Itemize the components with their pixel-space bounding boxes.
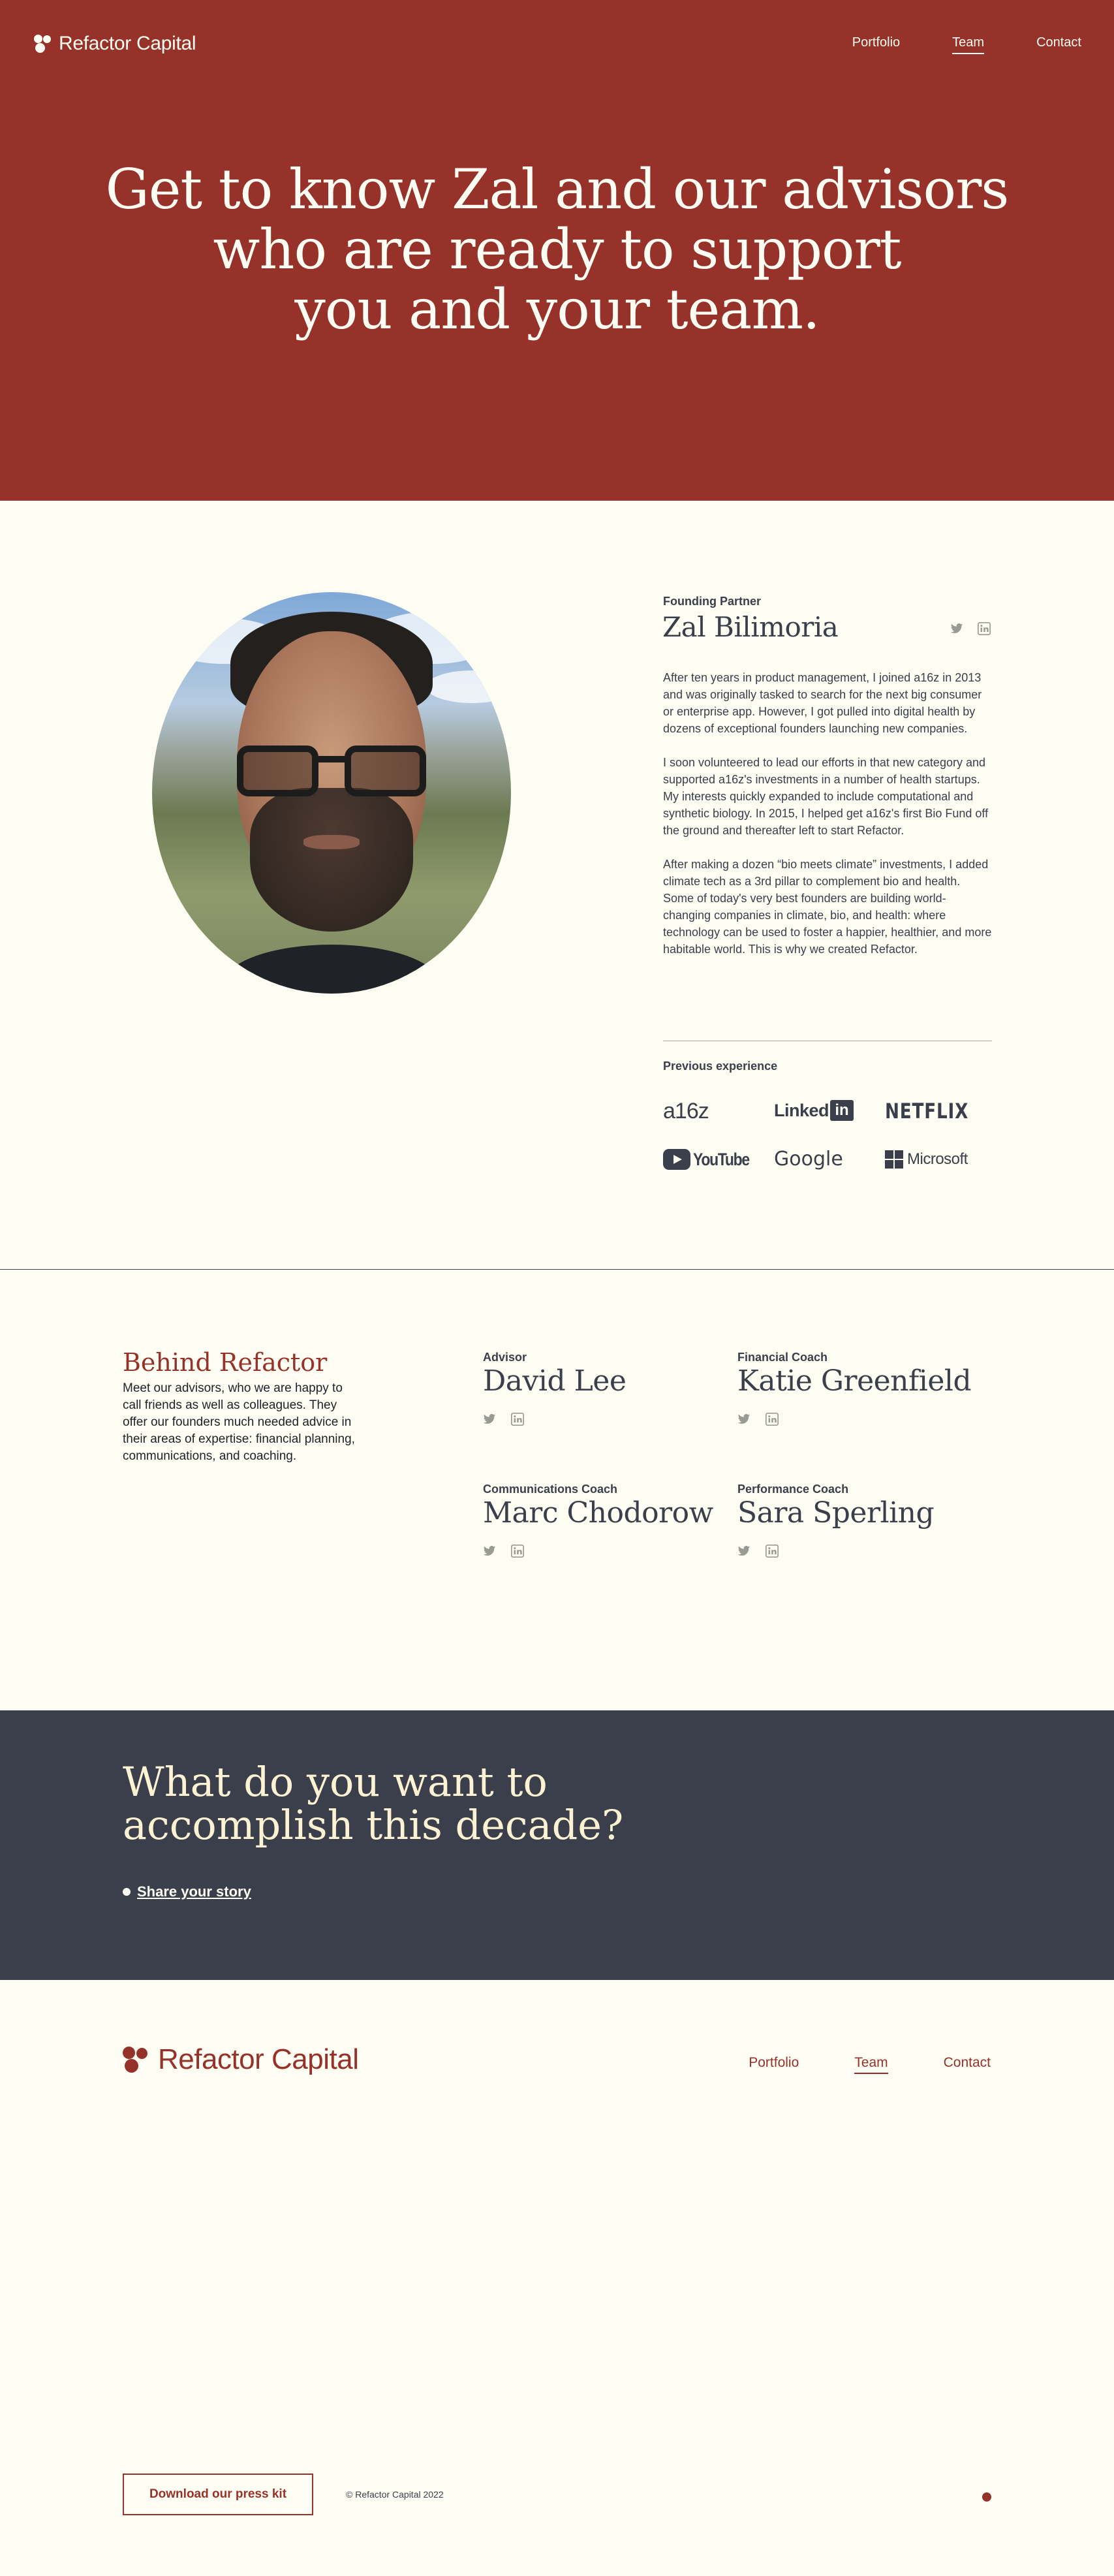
a16z-logo-text: a16z xyxy=(663,1099,709,1123)
youtube-logo-text: YouTube xyxy=(693,1149,749,1169)
advisor-name: Sara Sperling xyxy=(737,1496,935,1530)
nav-contact[interactable]: Contact xyxy=(1036,35,1081,50)
twitter-icon[interactable] xyxy=(737,1413,750,1426)
hero-title xyxy=(0,159,1114,339)
header-brand-name: Refactor Capital xyxy=(59,33,196,54)
share-story-link[interactable] xyxy=(123,1883,251,1900)
twitter-icon[interactable] xyxy=(483,1413,496,1426)
youtube-logo xyxy=(663,1149,759,1170)
twitter-icon[interactable] xyxy=(737,1545,750,1558)
advisor-name: Katie Greenfield xyxy=(737,1364,972,1398)
advisor-name: Marc Chodorow xyxy=(483,1496,713,1530)
hero-title-line: you and your team. xyxy=(294,277,820,341)
advisor-role: Advisor xyxy=(483,1351,527,1364)
copyright-text: © Refactor Capital 2022 xyxy=(346,2489,444,2500)
footer-nav-portfolio[interactable]: Portfolio xyxy=(749,2055,799,2070)
footer-nav xyxy=(749,2055,991,2074)
advisor-name: David Lee xyxy=(483,1364,627,1398)
cta-title-line: What do you want to xyxy=(123,1758,548,1806)
refactor-logo-icon xyxy=(34,35,52,53)
share-story-label: Share your story xyxy=(137,1883,251,1900)
refactor-logo-icon xyxy=(123,2047,149,2073)
linkedin-logo: Linked in xyxy=(774,1100,854,1121)
previous-experience-label: Previous experience xyxy=(663,1060,778,1073)
footer-brand-name: Refactor Capital xyxy=(158,2043,359,2075)
hero-title-line: who are ready to support xyxy=(213,217,901,281)
advisor-role: Performance Coach xyxy=(737,1483,849,1496)
linkedin-icon[interactable] xyxy=(511,1545,524,1558)
advisor-role: Communications Coach xyxy=(483,1483,618,1496)
cta-title xyxy=(123,1758,624,1849)
cta-title-line: accomplish this decade? xyxy=(123,1801,624,1849)
download-press-kit-button[interactable]: Download our press kit xyxy=(123,2474,313,2515)
netflix-logo-text: NETFLIX xyxy=(885,1099,969,1123)
footer-logo[interactable] xyxy=(123,2043,358,2076)
footer-nav-contact[interactable]: Contact xyxy=(943,2055,991,2070)
founder-bio-paragraph: I soon volunteered to lead our efforts in that new category and supported a16z's investments in a number of health startups. My interests quickly expanded to include computational and synthetic biology. In 2015, I helped get a16z's first Bio Fund off the ground and thereafter left to start Refactor. xyxy=(663,756,989,837)
advisor-role: Financial Coach xyxy=(737,1351,828,1364)
linkedin-icon[interactable] xyxy=(978,622,991,635)
bullet-dot-icon xyxy=(123,1888,131,1896)
founder-role: Founding Partner xyxy=(663,595,761,608)
linkedin-icon[interactable] xyxy=(766,1413,779,1426)
twitter-icon[interactable] xyxy=(483,1545,496,1558)
microsoft-logo xyxy=(885,1150,968,1169)
microsoft-logo-text: Microsoft xyxy=(907,1150,968,1168)
nav-portfolio[interactable]: Portfolio xyxy=(852,35,901,50)
hero-section xyxy=(0,0,1114,501)
nav-team[interactable]: Team xyxy=(952,35,984,54)
twitter-icon[interactable] xyxy=(950,622,963,635)
linkedin-icon[interactable] xyxy=(766,1545,779,1558)
header-nav xyxy=(852,35,1081,54)
founder-name: Zal Bilimoria xyxy=(662,611,839,643)
founder-bio xyxy=(663,669,992,975)
netflix-logo xyxy=(885,1099,987,1123)
youtube-play-icon xyxy=(663,1149,690,1170)
footer-nav-team[interactable]: Team xyxy=(854,2055,888,2074)
a16z-logo xyxy=(663,1099,709,1124)
section-divider xyxy=(0,1269,1114,1270)
microsoft-windows-icon xyxy=(885,1150,903,1169)
founder-bio-paragraph: After ten years in product management, I joined a16z in 2013 and was originally tasked to search for the next big consumer or enterprise app. However, I got pulled into digital health by dozens of exceptional founders launching new companies. xyxy=(663,671,982,735)
advisors-description: Meet our advisors, who we are happy to call friends as well as colleagues. They offer our founders much needed advice in their areas of expertise: financial planning, communications, and coaching. xyxy=(123,1381,355,1463)
google-logo-text: Google xyxy=(774,1148,843,1170)
decorative-dot-icon xyxy=(982,2492,991,2502)
google-logo xyxy=(774,1148,843,1170)
linkedin-icon[interactable] xyxy=(511,1413,524,1426)
founder-bio-paragraph: After making a dozen “bio meets climate” investments, I added climate tech as a 3rd pillar to complement bio and health. Some of today's very best founders are building world-changing companies in climate, bio, and health: where technology can be used to foster a happier, healthier, and more habitable world. This is why we created Refactor. xyxy=(663,858,992,956)
header-logo[interactable] xyxy=(34,33,196,55)
hero-title-line: Get to know Zal and our advisors xyxy=(105,157,1009,221)
advisors-title: Behind Refactor xyxy=(123,1348,328,1377)
founder-portrait xyxy=(152,592,511,994)
